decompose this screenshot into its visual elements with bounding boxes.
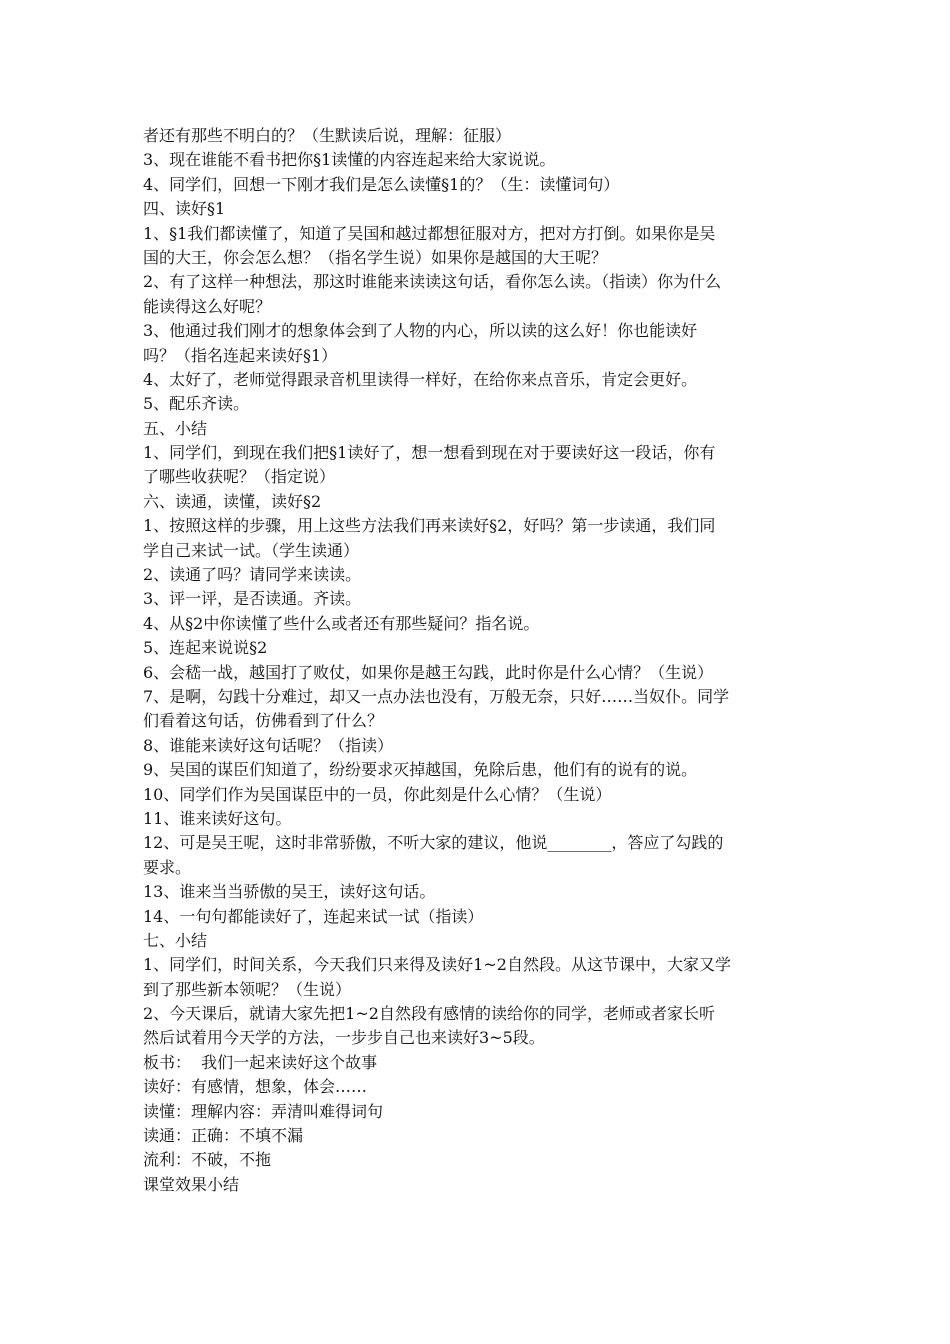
- board-item: 读好：有感情，想象，体会……: [143, 1077, 368, 1097]
- text-line: 4、太好了，老师觉得跟录音机里读得一样好，在给你来点音乐，肯定会更好。: [143, 369, 698, 389]
- text-line: 要求。: [143, 857, 192, 877]
- text-line: 2、今天课后，就请大家先把1~2自然段有感情的读给你的同学，老师或者家长听: [143, 1004, 715, 1024]
- text-line: 学自己来试一试。（学生读通）: [143, 540, 360, 560]
- board-item: 读通：正确：不填不漏: [143, 1126, 304, 1146]
- text-line: 1、按照这样的步骤，用上这些方法我们再来读好§2，好吗？第一步读通，我们同: [143, 516, 716, 536]
- text-line: 8、谁能来读好这句话呢？（指读）: [143, 735, 394, 755]
- text-line: 12、可是吴王呢，这时非常骄傲，不听大家的建议，他说________，答应了勾践的: [143, 833, 724, 853]
- document-body: [143, 124, 809, 1197]
- text-line: 5、配乐齐读。: [143, 394, 250, 414]
- text-line: 能读得这么好呢？: [143, 296, 272, 316]
- text-line: 们看着这句话，仿佛看到了什么？: [143, 711, 384, 731]
- text-line: 1、同学们，时间关系，今天我们只来得及读好1~2自然段。从这节课中，大家又学: [143, 955, 731, 975]
- text-line: 3、评一评，是否读通。齐读。: [143, 589, 362, 609]
- section-heading: 四、读好§1: [143, 199, 226, 219]
- board-item: 读懂：理解内容：弄清叫难得词句: [143, 1101, 384, 1121]
- board-title: 板书： 我们一起来读好这个故事: [143, 1052, 378, 1072]
- section-heading: 六、读通，读懂，读好§2: [143, 491, 322, 511]
- text-line: 11、谁来读好这句。: [143, 808, 292, 828]
- text-line: 10、同学们作为吴国谋臣中的一员，你此刻是什么心情？（生说）: [143, 784, 612, 804]
- text-line: 3、现在谁能不看书把你§1读懂的内容连起来给大家说说。: [143, 150, 556, 170]
- text-line: 6、会嵇一战，越国打了败仗，如果你是越王勾践，此时你是什么心情？（生说）: [143, 662, 714, 682]
- text-line: 2、读通了吗？请同学来读读。: [143, 565, 362, 585]
- section-heading: 七、小结: [143, 930, 208, 950]
- text-line: 了哪些收获呢？（指定说）: [143, 467, 336, 487]
- text-line: 13、谁来当当骄傲的吴王，读好这句话。: [143, 882, 436, 902]
- section-heading: 课堂效果小结: [143, 1174, 240, 1194]
- text-line: 到了那些新本领呢？（生说）: [143, 979, 352, 999]
- text-line: 者还有那些不明白的？（生默读后说，理解：征服）: [143, 126, 512, 145]
- text-line: 3、他通过我们刚才的想象体会到了人物的内心，所以读的这么好！你也能读好: [143, 321, 698, 341]
- text-line: 4、同学们，回想一下刚才我们是怎么读懂§1的？（生：读懂词句）: [143, 174, 620, 194]
- text-line: 9、吴国的谋臣们知道了，纷纷要求灭掉越国，免除后患，他们有的说有的说。: [143, 760, 698, 780]
- board-item: 流利：不破，不拖: [143, 1150, 272, 1170]
- text-line: 然后试着用今天学的方法，一步步自己也来读好3~5段。: [143, 1028, 545, 1048]
- text-line: 吗？（指名连起来读好§1）: [143, 345, 338, 365]
- text-line: 14、一句句都能读好了，连起来试一试（指读）: [143, 906, 484, 926]
- text-line: 2、有了这样一种想法，那这时谁能来读读这句话，看你怎么读。（指读）你为什么: [143, 272, 722, 292]
- text-line: 4、从§2中你读懂了些什么或者还有那些疑问？指名说。: [143, 613, 540, 633]
- text-line: 7、是啊，勾践十分难过，却又一点办法也没有，万般无奈，只好……当奴仆。同学: [143, 686, 730, 706]
- text-line: 国的大王，你会怎么想？（指名学生说）如果你是越国的大王呢？: [143, 247, 608, 267]
- text-line: 1、§1我们都读懂了，知道了吴国和越过都想征服对方，把对方打倒。如果你是吴: [143, 223, 716, 243]
- text-line: 1、同学们，到现在我们把§1读好了，想一想看到现在对于要读好这一段话，你有: [143, 443, 716, 463]
- text-line: 5、连起来说说§2: [143, 638, 268, 658]
- section-heading: 五、小结: [143, 418, 208, 438]
